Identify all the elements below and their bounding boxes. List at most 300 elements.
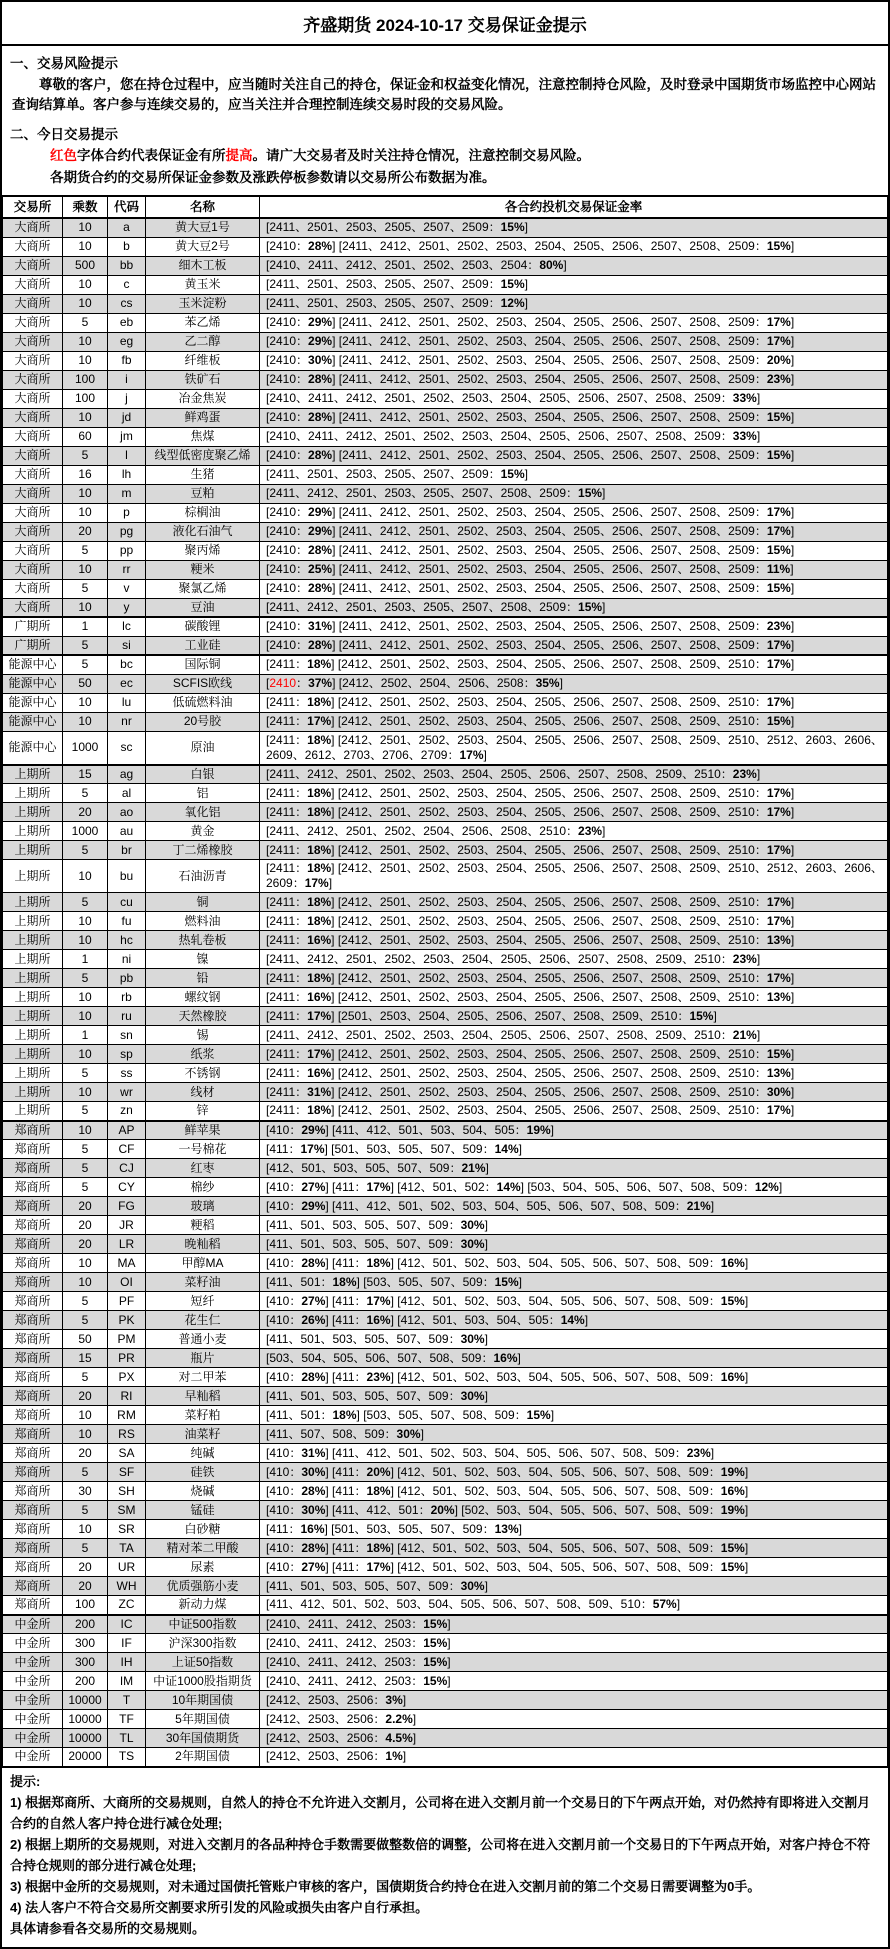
cell-exchange: 中金所 xyxy=(3,1634,63,1653)
cell-multiplier: 5 xyxy=(63,1292,108,1311)
cell-multiplier: 200 xyxy=(63,1672,108,1691)
cell-name: 棉纱 xyxy=(146,1178,260,1197)
cell-rate: [410：26%] [411：16%] [412、501、503、504、505：14%] xyxy=(260,1311,888,1330)
cell-name: 液化石油气 xyxy=(146,522,260,541)
cell-code: bu xyxy=(108,860,146,893)
cell-code: AP xyxy=(108,1121,146,1140)
table-header xyxy=(3,196,888,218)
cell-exchange: 郑商所 xyxy=(3,1121,63,1140)
cell-name: 红枣 xyxy=(146,1159,260,1178)
note-item: 3) 根据中金所的交易规则，对未通过国债托管账户审核的客户，国债期货合约持仓在进入交割月前的第二个交易日需要调整为0手。 xyxy=(10,1878,761,1894)
cell-exchange: 上期所 xyxy=(3,969,63,988)
table-row xyxy=(3,579,888,598)
cell-rate: [2410：28%] [2411、2412、2501、2502、2503、2504、2505、2506、2507、2508、2509：17%] xyxy=(260,636,888,655)
cell-exchange: 大商所 xyxy=(3,465,63,484)
cell-code: TS xyxy=(108,1748,146,1767)
cell-code: al xyxy=(108,784,146,803)
cell-rate: [2410、2411、2412、2503：15%] xyxy=(260,1615,888,1634)
cell-code: b xyxy=(108,237,146,256)
exchange-notice-line: 各期货合约的交易所保证金参数及涨跌停板参数请以交易所公布数据为准。 xyxy=(50,170,496,185)
cell-exchange: 能源中心 xyxy=(3,731,63,765)
cell-code: rb xyxy=(108,988,146,1007)
table-row xyxy=(3,218,888,237)
cell-multiplier: 10 xyxy=(63,484,108,503)
cell-rate: [411、501：18%] [503、505、507、508、509：15%] xyxy=(260,1406,888,1425)
cell-exchange: 上期所 xyxy=(3,860,63,893)
cell-multiplier: 5 xyxy=(63,1368,108,1387)
cell-name: 碳酸锂 xyxy=(146,617,260,636)
note-item: 4) 法人客户不符合交易所交割要求所引发的风险或损失由客户自行承担。 xyxy=(10,1899,429,1915)
cell-multiplier: 5 xyxy=(63,784,108,803)
cell-multiplier: 15 xyxy=(63,765,108,784)
cell-exchange: 郑商所 xyxy=(3,1539,63,1558)
cell-code: FG xyxy=(108,1197,146,1216)
table-row xyxy=(3,294,888,313)
cell-rate: [2410：28%] [2411、2412、2501、2502、2503、2504、2505、2506、2507、2508、2509：15%] xyxy=(260,237,888,256)
cell-name: 线型低密度聚乙烯 xyxy=(146,446,260,465)
cell-code: sp xyxy=(108,1045,146,1064)
cell-exchange: 郑商所 xyxy=(3,1216,63,1235)
cell-multiplier: 10000 xyxy=(63,1729,108,1748)
cell-multiplier: 1000 xyxy=(63,731,108,765)
cell-multiplier: 5 xyxy=(63,1311,108,1330)
cell-name: 聚氯乙烯 xyxy=(146,579,260,598)
cell-name: 30年国债期货 xyxy=(146,1729,260,1748)
cell-name: 粳稻 xyxy=(146,1216,260,1235)
table-row xyxy=(3,313,888,332)
cell-rate: [2410：30%] [2411、2412、2501、2502、2503、2504、2505、2506、2507、2508、2509：20%] xyxy=(260,351,888,370)
cell-rate: [2410、2411、2412、2501、2502、2503、2504、2505、2506、2507、2508、2509：33%] xyxy=(260,389,888,408)
cell-exchange: 大商所 xyxy=(3,237,63,256)
cell-multiplier: 10 xyxy=(63,693,108,712)
cell-rate: [2411、2501、2503、2505、2507、2509：12%] xyxy=(260,294,888,313)
cell-code: c xyxy=(108,275,146,294)
cell-name: 10年期国债 xyxy=(146,1691,260,1710)
cell-multiplier: 20000 xyxy=(63,1748,108,1767)
table-header-row xyxy=(3,196,888,218)
cell-exchange: 郑商所 xyxy=(3,1235,63,1254)
cell-multiplier: 10 xyxy=(63,1425,108,1444)
cell-code: j xyxy=(108,389,146,408)
cell-multiplier: 10 xyxy=(63,1406,108,1425)
cell-code: bb xyxy=(108,256,146,275)
cell-exchange: 郑商所 xyxy=(3,1577,63,1596)
cell-exchange: 中金所 xyxy=(3,1710,63,1729)
cell-rate: [2411、2412、2501、2503、2505、2507、2508、2509：15%] xyxy=(260,598,888,617)
cell-name: 镍 xyxy=(146,950,260,969)
cell-rate: [2411：16%] [2412、2501、2502、2503、2504、2505、2506、2507、2508、2509、2510：13%] xyxy=(260,988,888,1007)
cell-rate: [410：29%] [411、412、501、502、503、504、505、506、507、508、509：21%] xyxy=(260,1197,888,1216)
table-row xyxy=(3,1672,888,1691)
table-row xyxy=(3,765,888,784)
table-row xyxy=(3,1121,888,1140)
table-row xyxy=(3,1482,888,1501)
cell-exchange: 广期所 xyxy=(3,617,63,636)
cell-code: fu xyxy=(108,912,146,931)
cell-multiplier: 300 xyxy=(63,1653,108,1672)
cell-code: CJ xyxy=(108,1159,146,1178)
cell-name: 油菜籽 xyxy=(146,1425,260,1444)
cell-rate: [2411：18%] [2412、2501、2502、2503、2504、2505、2506、2507、2508、2509、2510：17%] xyxy=(260,893,888,912)
cell-code: au xyxy=(108,822,146,841)
cell-exchange: 大商所 xyxy=(3,275,63,294)
cell-exchange: 中金所 xyxy=(3,1748,63,1767)
cell-multiplier: 10 xyxy=(63,294,108,313)
cell-rate: [410：28%] [411：18%] [412、501、502、503、504、505、506、507、508、509：16%] xyxy=(260,1254,888,1273)
cell-exchange: 上期所 xyxy=(3,765,63,784)
cell-name: 硅铁 xyxy=(146,1463,260,1482)
cell-code: sn xyxy=(108,1026,146,1045)
cell-code: CY xyxy=(108,1178,146,1197)
cell-rate: [2410：37%] [2412、2502、2504、2506、2508：35%] xyxy=(260,674,888,693)
cell-multiplier: 50 xyxy=(63,1330,108,1349)
cell-code: PR xyxy=(108,1349,146,1368)
cell-name: 铅 xyxy=(146,969,260,988)
cell-exchange: 大商所 xyxy=(3,484,63,503)
cell-name: 纸浆 xyxy=(146,1045,260,1064)
table-row xyxy=(3,522,888,541)
cell-multiplier: 10 xyxy=(63,408,108,427)
table-row xyxy=(3,1691,888,1710)
cell-name: 上证50指数 xyxy=(146,1653,260,1672)
cell-rate: [2410：29%] [2411、2412、2501、2502、2503、2504、2505、2506、2507、2508、2509：17%] xyxy=(260,522,888,541)
cell-exchange: 上期所 xyxy=(3,931,63,950)
cell-rate: [410：28%] [411：18%] [412、501、502、503、504、505、506、507、508、509：16%] xyxy=(260,1482,888,1501)
table-row xyxy=(3,1216,888,1235)
table-row xyxy=(3,822,888,841)
cell-multiplier: 300 xyxy=(63,1634,108,1653)
table-row xyxy=(3,1349,888,1368)
cell-code: CF xyxy=(108,1140,146,1159)
cell-multiplier: 10000 xyxy=(63,1710,108,1729)
table-row xyxy=(3,560,888,579)
cell-code: JR xyxy=(108,1216,146,1235)
table-row xyxy=(3,1159,888,1178)
cell-name: 线材 xyxy=(146,1083,260,1102)
table-row xyxy=(3,408,888,427)
cell-name: 烧碱 xyxy=(146,1482,260,1501)
table-row xyxy=(3,1539,888,1558)
cell-exchange: 中金所 xyxy=(3,1672,63,1691)
cell-code: cs xyxy=(108,294,146,313)
cell-multiplier: 20 xyxy=(63,803,108,822)
cell-rate: [2411：18%] [2412、2501、2502、2503、2504、2505、2506、2507、2508、2509、2510：17%] xyxy=(260,803,888,822)
cell-name: 天然橡胶 xyxy=(146,1007,260,1026)
cell-rate: [2411：18%] [2412、2501、2502、2503、2504、2505、2506、2507、2508、2509、2510：17%] xyxy=(260,1102,888,1121)
cell-exchange: 上期所 xyxy=(3,893,63,912)
cell-rate: [410：28%] [411：18%] [412、501、502、503、504、505、506、507、508、509：15%] xyxy=(260,1539,888,1558)
table-row xyxy=(3,1596,888,1615)
cell-name: 中证1000股指期货 xyxy=(146,1672,260,1691)
table-row xyxy=(3,1273,888,1292)
cell-rate: [2411：17%] [2501、2503、2504、2505、2506、2507、2508、2509、2510：15%] xyxy=(260,1007,888,1026)
cell-rate: [411、501、503、505、507、509：30%] xyxy=(260,1387,888,1406)
cell-code: ao xyxy=(108,803,146,822)
cell-rate: [2410：28%] [2411、2412、2501、2502、2503、2504、2505、2506、2507、2508、2509：15%] xyxy=(260,579,888,598)
cell-multiplier: 30 xyxy=(63,1482,108,1501)
cell-code: y xyxy=(108,598,146,617)
header-multiplier: 乘数 xyxy=(63,196,108,218)
table-row xyxy=(3,1406,888,1425)
cell-rate: [2410、2411、2412、2503：15%] xyxy=(260,1634,888,1653)
cell-name: 热轧卷板 xyxy=(146,931,260,950)
cell-name: 短纤 xyxy=(146,1292,260,1311)
cell-name: 铜 xyxy=(146,893,260,912)
cell-rate: [2411、2412、2501、2502、2504、2506、2508、2510：23%] xyxy=(260,822,888,841)
cell-exchange: 上期所 xyxy=(3,1102,63,1121)
cell-exchange: 郑商所 xyxy=(3,1406,63,1425)
cell-name: 聚丙烯 xyxy=(146,541,260,560)
cell-name: 早籼稻 xyxy=(146,1387,260,1406)
table-row xyxy=(3,784,888,803)
table-row xyxy=(3,1197,888,1216)
table-row xyxy=(3,655,888,674)
cell-rate: [2411：18%] [2412、2501、2502、2503、2504、2505、2506、2507、2508、2509、2510：17%] xyxy=(260,784,888,803)
cell-code: TL xyxy=(108,1729,146,1748)
cell-rate: [2411：31%] [2412、2501、2502、2503、2504、2505、2506、2507、2508、2509、2510：30%] xyxy=(260,1083,888,1102)
cell-rate: [2410：28%] [2411、2412、2501、2502、2503、2504、2505、2506、2507、2508、2509：23%] xyxy=(260,370,888,389)
cell-name: 普通小麦 xyxy=(146,1330,260,1349)
table-row xyxy=(3,1178,888,1197)
table-row xyxy=(3,931,888,950)
header-name: 名称 xyxy=(146,196,260,218)
cell-code: IM xyxy=(108,1672,146,1691)
cell-exchange: 能源中心 xyxy=(3,693,63,712)
cell-multiplier: 10 xyxy=(63,1083,108,1102)
cell-multiplier: 10 xyxy=(63,1121,108,1140)
section-1-heading: 一、交易风险提示 xyxy=(10,56,118,71)
table-row xyxy=(3,541,888,560)
cell-rate: [2410：28%] [2411、2412、2501、2502、2503、2504、2505、2506、2507、2508、2509：15%] xyxy=(260,541,888,560)
cell-rate: [2411：17%] [2412、2501、2502、2503、2504、2505、2506、2507、2508、2509、2510：15%] xyxy=(260,1045,888,1064)
cell-rate: [2411：18%] [2412、2501、2502、2503、2504、2505、2506、2507、2508、2509、2510、2512、2603、2606、2609、2612、2703、2706、2709：17%] xyxy=(260,731,888,765)
cell-name: 白砂糖 xyxy=(146,1520,260,1539)
cell-multiplier: 5 xyxy=(63,446,108,465)
cell-rate: [411：17%] [501、503、505、507、509：14%] xyxy=(260,1140,888,1159)
cell-code: ni xyxy=(108,950,146,969)
cell-exchange: 上期所 xyxy=(3,912,63,931)
cell-rate: [2411：18%] [2412、2501、2502、2503、2504、2505、2506、2507、2508、2509、2510：17%] xyxy=(260,841,888,860)
cell-name: 白银 xyxy=(146,765,260,784)
cell-multiplier: 5 xyxy=(63,313,108,332)
table-row xyxy=(3,1140,888,1159)
cell-code: SR xyxy=(108,1520,146,1539)
cell-exchange: 郑商所 xyxy=(3,1292,63,1311)
header-code: 代码 xyxy=(108,196,146,218)
cell-rate: [411、412、501、502、503、504、505、506、507、508、509、510：57%] xyxy=(260,1596,888,1615)
cell-multiplier: 200 xyxy=(63,1615,108,1634)
cell-name: 新动力煤 xyxy=(146,1596,260,1615)
cell-rate: [2411：18%] [2412、2501、2502、2503、2504、2505、2506、2507、2508、2509、2510：17%] xyxy=(260,969,888,988)
cell-exchange: 大商所 xyxy=(3,579,63,598)
cell-multiplier: 20 xyxy=(63,1558,108,1577)
cell-code: ss xyxy=(108,1064,146,1083)
table-row xyxy=(3,860,888,893)
cell-rate: [2411：18%] [2412、2501、2502、2503、2504、2505、2506、2507、2508、2509、2510：17%] xyxy=(260,693,888,712)
cell-exchange: 大商所 xyxy=(3,256,63,275)
table-row xyxy=(3,1102,888,1121)
notice-text: 。请广大交易者及时关注持仓情况，注意控制交易风险。 xyxy=(252,148,590,163)
note-item: 2) 根据上期所的交易规则，对进入交割月的各品种持仓手数需要做整数倍的调整，公司将在进入交割月前一个交易日的下午两点开始，对客户持仓不符合持仓规则的部分进行减仓处理; xyxy=(10,1836,871,1873)
cell-name: 中证500指数 xyxy=(146,1615,260,1634)
cell-name: 细木工板 xyxy=(146,256,260,275)
table-row xyxy=(3,617,888,636)
cell-rate: [2411：18%] [2412、2501、2502、2503、2504、2505、2506、2507、2508、2509、2510：17%] xyxy=(260,912,888,931)
cell-exchange: 郑商所 xyxy=(3,1159,63,1178)
table-row xyxy=(3,950,888,969)
cell-multiplier: 10 xyxy=(63,1254,108,1273)
header-margin-rate: 各合约投机交易保证金率 xyxy=(260,196,888,218)
cell-code: eg xyxy=(108,332,146,351)
cell-rate: [2410、2411、2412、2501、2502、2503、2504、2505、2506、2507、2508、2509：33%] xyxy=(260,427,888,446)
cell-exchange: 郑商所 xyxy=(3,1558,63,1577)
cell-exchange: 大商所 xyxy=(3,408,63,427)
cell-multiplier: 5 xyxy=(63,541,108,560)
table-row xyxy=(3,1007,888,1026)
cell-name: 生猪 xyxy=(146,465,260,484)
cell-name: 纤维板 xyxy=(146,351,260,370)
cell-name: 锌 xyxy=(146,1102,260,1121)
cell-name: 20号胶 xyxy=(146,712,260,731)
cell-exchange: 大商所 xyxy=(3,446,63,465)
cell-code: TA xyxy=(108,1539,146,1558)
cell-name: 铁矿石 xyxy=(146,370,260,389)
cell-multiplier: 500 xyxy=(63,256,108,275)
cell-exchange: 郑商所 xyxy=(3,1197,63,1216)
cell-exchange: 郑商所 xyxy=(3,1273,63,1292)
cell-name: 豆油 xyxy=(146,598,260,617)
cell-exchange: 郑商所 xyxy=(3,1178,63,1197)
cell-rate: [2411、2412、2501、2502、2503、2504、2505、2506、2507、2508、2509、2510：23%] xyxy=(260,950,888,969)
table-row xyxy=(3,1748,888,1767)
cell-code: hc xyxy=(108,931,146,950)
cell-rate: [2410：31%] [2411、2412、2501、2502、2503、2504、2505、2506、2507、2508、2509：23%] xyxy=(260,617,888,636)
cell-rate: [2411：18%] [2412、2501、2502、2503、2504、2505、2506、2507、2508、2509、2510、2512、2603、2606、2609：17%] xyxy=(260,860,888,893)
cell-multiplier: 10 xyxy=(63,1007,108,1026)
cell-code: SM xyxy=(108,1501,146,1520)
cell-code: eb xyxy=(108,313,146,332)
cell-exchange: 郑商所 xyxy=(3,1330,63,1349)
cell-rate: [411、507、508、509：30%] xyxy=(260,1425,888,1444)
notes-footer: 具体请参看各交易所的交易规则。 xyxy=(10,1920,206,1936)
cell-rate: [410：30%] [411、412、501：20%] [502、503、504、505、506、507、508、509：19%] xyxy=(260,1501,888,1520)
cell-exchange: 中金所 xyxy=(3,1615,63,1634)
table-row xyxy=(3,1254,888,1273)
cell-code: pb xyxy=(108,969,146,988)
cell-multiplier: 20 xyxy=(63,1444,108,1463)
table-row xyxy=(3,1634,888,1653)
table-row xyxy=(3,1330,888,1349)
cell-multiplier: 10 xyxy=(63,218,108,237)
cell-multiplier: 60 xyxy=(63,427,108,446)
cell-rate: [503、504、505、506、507、508、509：16%] xyxy=(260,1349,888,1368)
table-row xyxy=(3,1520,888,1539)
cell-exchange: 能源中心 xyxy=(3,655,63,674)
cell-rate: [2410、2411、2412、2503：15%] xyxy=(260,1672,888,1691)
cell-exchange: 上期所 xyxy=(3,841,63,860)
cell-exchange: 大商所 xyxy=(3,560,63,579)
cell-code: ZC xyxy=(108,1596,146,1615)
cell-name: 晚籼稻 xyxy=(146,1235,260,1254)
cell-code: MA xyxy=(108,1254,146,1273)
cell-code: jm xyxy=(108,427,146,446)
cell-multiplier: 15 xyxy=(63,1349,108,1368)
cell-multiplier: 5 xyxy=(63,1140,108,1159)
cell-rate: [410：28%] [411：23%] [412、501、502、503、504、505、506、507、508、509：16%] xyxy=(260,1368,888,1387)
document-title: 齐盛期货 2024-10-17 交易保证金提示 xyxy=(2,2,888,46)
cell-multiplier: 100 xyxy=(63,370,108,389)
table-row xyxy=(3,275,888,294)
cell-name: 玻璃 xyxy=(146,1197,260,1216)
cell-name: 精对苯二甲酸 xyxy=(146,1539,260,1558)
cell-code: rr xyxy=(108,560,146,579)
cell-code: lu xyxy=(108,693,146,712)
header-exchange: 交易所 xyxy=(3,196,63,218)
cell-name: 5年期国债 xyxy=(146,1710,260,1729)
cell-multiplier: 5 xyxy=(63,1159,108,1178)
cell-code: IH xyxy=(108,1653,146,1672)
cell-name: 黄玉米 xyxy=(146,275,260,294)
cell-code: zn xyxy=(108,1102,146,1121)
cell-code: ru xyxy=(108,1007,146,1026)
cell-name: 黄大豆2号 xyxy=(146,237,260,256)
table-row xyxy=(3,1729,888,1748)
table-row xyxy=(3,969,888,988)
cell-rate: [2411：18%] [2412、2501、2502、2503、2504、2505、2506、2507、2508、2509、2510：17%] xyxy=(260,655,888,674)
table-row xyxy=(3,598,888,617)
cell-name: 对二甲苯 xyxy=(146,1368,260,1387)
cell-name: 瓶片 xyxy=(146,1349,260,1368)
cell-exchange: 郑商所 xyxy=(3,1501,63,1520)
cell-code: lc xyxy=(108,617,146,636)
cell-multiplier: 10 xyxy=(63,503,108,522)
cell-multiplier: 5 xyxy=(63,893,108,912)
note-item: 1) 根据郑商所、大商所的交易规则，自然人的持仓不允许进入交割月，公司将在进入交割月前一个交易日的下午两点开始，对仍然持有即将进入交割月合约的自然人客户持仓进行减仓处理; xyxy=(10,1794,871,1831)
cell-code: pg xyxy=(108,522,146,541)
cell-multiplier: 5 xyxy=(63,579,108,598)
cell-rate: [410：27%] [411：17%] [412、501、502、503、504、505、506、507、508、509：15%] xyxy=(260,1558,888,1577)
cell-name: 低硫燃料油 xyxy=(146,693,260,712)
cell-exchange: 能源中心 xyxy=(3,674,63,693)
table-row xyxy=(3,712,888,731)
cell-rate: [2410：28%] [2411、2412、2501、2502、2503、2504、2505、2506、2507、2508、2509：15%] xyxy=(260,408,888,427)
cell-code: br xyxy=(108,841,146,860)
table-row xyxy=(3,1292,888,1311)
cell-rate: [411：16%] [501、503、505、507、509：13%] xyxy=(260,1520,888,1539)
cell-exchange: 大商所 xyxy=(3,389,63,408)
cell-code: SH xyxy=(108,1482,146,1501)
cell-exchange: 郑商所 xyxy=(3,1463,63,1482)
cell-multiplier: 10 xyxy=(63,351,108,370)
cell-multiplier: 20 xyxy=(63,1387,108,1406)
cell-multiplier: 5 xyxy=(63,1501,108,1520)
cell-code: LR xyxy=(108,1235,146,1254)
table-row xyxy=(3,988,888,1007)
table-row xyxy=(3,351,888,370)
cell-multiplier: 5 xyxy=(63,1463,108,1482)
cell-exchange: 上期所 xyxy=(3,1026,63,1045)
table-row xyxy=(3,1235,888,1254)
highlighted-text: 提高 xyxy=(225,148,253,163)
cell-exchange: 广期所 xyxy=(3,636,63,655)
cell-multiplier: 20 xyxy=(63,1235,108,1254)
cell-exchange: 大商所 xyxy=(3,598,63,617)
cell-multiplier: 100 xyxy=(63,1596,108,1615)
notes-heading: 提示: xyxy=(10,1773,41,1789)
cell-name: SCFIS欧线 xyxy=(146,674,260,693)
cell-rate: [2411、2412、2501、2502、2503、2504、2505、2506、2507、2508、2509、2510：21%] xyxy=(260,1026,888,1045)
cell-code: RI xyxy=(108,1387,146,1406)
